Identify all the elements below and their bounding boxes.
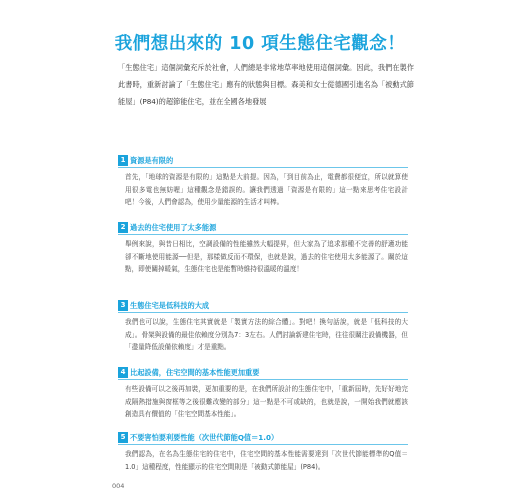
section-number-badge: 2	[118, 222, 128, 233]
section-body: 有些設備可以之後再加裝，更加重要的是，在我們所設計的生態住宅中，「重新屆時，先好好地完成隔熱措施與窗框等之後很難改變的部分」這一點是不可或缺的，也就是說，一開始我們就應該創造具有價值的「住宅空間基本性能」。	[125, 385, 408, 419]
section-heading: 資源是有限的	[130, 156, 174, 165]
section-number-badge: 5	[118, 432, 128, 443]
section-body: 我們也可以說，生態住宅其實就是「製實方法的綜合體」。對吧！換句話說，就是「低科技的大成」。骨架與設備的最佳依賴度分別為7：3左右。人們討論新建住宅時，往往很關注設備機器，但「盡量降低設備依賴度」才是重點。	[125, 318, 408, 352]
section-header	[118, 155, 408, 168]
section-body: 我們認為，在名為生態住宅的住宅中，住宅空間的基本性能需要達到「次世代節能標準的Q值＝1.0」這種程度，性能顯示的住宅空間則是「被動式節能屋」(P84)。	[125, 450, 408, 471]
section-number-badge: 1	[118, 155, 128, 166]
intro-paragraph: 「生態住宅」這個詞彙充斥於社會，人們總是非常地草率地使用這個詞彙。因此，我們在製作此書時，重新討論了「生態住宅」應有的狀態與目標。森美和女士從德國引進名為「被動式節能屋」(P84)的超節能住宅，並在全國各地發展	[118, 63, 414, 107]
page-title: 我們想出來的 10 項生態住宅觀念！	[114, 34, 406, 54]
section-header	[118, 432, 408, 445]
section-1	[118, 155, 408, 209]
section-header	[118, 222, 408, 235]
section-number-badge: 4	[118, 367, 128, 378]
section-number-badge: 3	[118, 300, 128, 311]
section-5	[118, 432, 408, 473]
section-4	[118, 367, 408, 421]
section-heading: 過去的住宅使用了太多能源	[130, 223, 217, 232]
section-3	[118, 300, 408, 354]
section-body: 首先，「地球的資源是有限的」這點是大前提。因為，「到目前為止，電費都很便宜，所以就算使用很多電也無妨喔」這種觀念是錯誤的。讓我們透過「資源是有限的」這一點來思考住宅設計吧！今後，人們會認為，使用少量能源的生活才叫棒。	[125, 173, 408, 207]
section-2	[118, 222, 408, 276]
section-body: 舉例來說，與昔日相比，空調設備的性能雖然大幅提昇，但大家為了追求那種不完善的舒適功能卻不斷地使用能源──但是，那樣做反而不環保，也就是說，過去的住宅使用太多能源了。關於這點，即使關掉暖氣，生態住宅也是能暫時維持很溫暖的溫度！	[125, 240, 408, 274]
section-header	[118, 367, 408, 380]
section-header	[118, 300, 408, 313]
section-heading: 比起設備，住宅空間的基本性能更加重要	[130, 368, 260, 377]
section-heading: 生態住宅是低科技的大成	[130, 301, 210, 310]
page-number: 004	[112, 482, 125, 490]
section-heading: 不要害怕要利要性能（次世代節能Q值＝1.0）	[130, 433, 279, 442]
